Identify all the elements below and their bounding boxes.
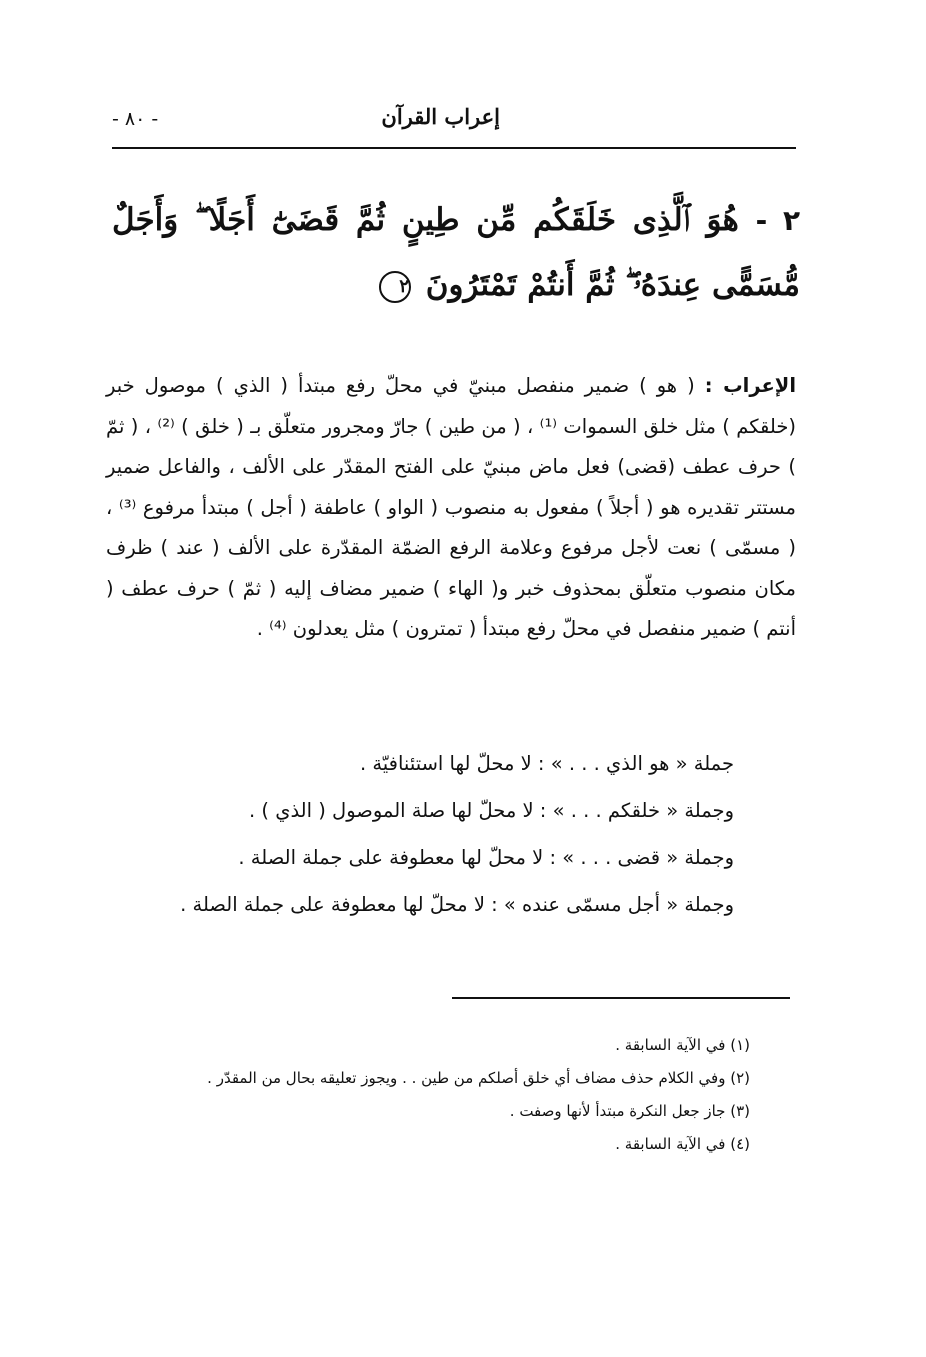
sentence-item: وجملة « أجل مسمّى عنده » : لا محلّ لها معطوفة على جملة الصلة . bbox=[180, 893, 734, 916]
sentence-item: وجملة « قضى . . . » : لا محلّ لها معطوفة على جملة الصلة . bbox=[238, 846, 734, 869]
footnote-item: (١) في الآية السابقة . bbox=[615, 1036, 750, 1054]
quran-verse bbox=[112, 188, 800, 317]
verse-number: ٢ - bbox=[755, 204, 801, 237]
analysis-label: الإعراب : bbox=[704, 374, 796, 397]
sentence-list bbox=[106, 740, 796, 928]
footnote-item: (٢) وفي الكلام حذف مضاف أي خلق أصلكم من طين . . ويجوز تعليقه بحال من المقدّر . bbox=[207, 1069, 750, 1087]
footnote-item: (٤) في الآية السابقة . bbox=[615, 1135, 750, 1153]
footnote-divider bbox=[452, 997, 790, 999]
book-title: إعراب القرآن bbox=[381, 104, 500, 129]
ayah-end-mark: ٢ bbox=[379, 271, 411, 303]
page-number: - ٨٠ - bbox=[112, 108, 159, 130]
header-divider bbox=[112, 147, 796, 149]
footnote-item: (٣) جاز جعل النكرة مبتدأ لأنها وصفت . bbox=[509, 1102, 750, 1120]
footnotes bbox=[106, 1033, 796, 1165]
verse-text: هُوَ ٱلَّذِى خَلَقَكُم مِّن طِينٍ ثُمَّ قَضَىٰٓ أَجَلًا ۖ وَأَجَلٌ مُّسَمًّى عِندَهُۥ ۖ ثُمَّ أَنتُمْ تَمْتَرُونَ bbox=[112, 202, 800, 303]
page-header bbox=[112, 100, 796, 140]
grammatical-analysis bbox=[106, 366, 796, 650]
sentence-item: جملة « هو الذي . . . » : لا محلّ لها استئنافيّة . bbox=[359, 752, 734, 775]
analysis-text: ( هو ) ضمير منفصل مبنيّ في محلّ رفع مبتدأ ( الذي ) موصول خبر (خلقكم ) مثل خلق السموات ⁽¹⁾ ، ( من طين ) جارّ ومجرور متعلّق بـ ( خلق ) ⁽²⁾ ، ( ثمّ ) حرف عطف (قضى) فعل ماض مبنيّ على الفتح المقدّر على الألف ، والفاعل ضمير مستتر تقديره هو ( أجلاً ) مفعول به منصوب ( الواو ) عاطفة ( أجل ) مبتدأ مرفوع ⁽³⁾ ، ( مسمّى ) نعت لأجل مرفوع وعلامة الرفع الضمّة المقدّرة على الألف ( عند ) ظرف مكان منصوب متعلّق بمحذوف خبر و( الهاء ) ضمير مضاف إليه ( ثمّ ) حرف عطف ( أنتم ) ضمير منفصل في محلّ رفع مبتدأ ( تمترون ) مثل يعدلون ⁽⁴⁾ . bbox=[106, 374, 796, 640]
sentence-item: وجملة « خلقكم . . . » : لا محلّ لها صلة الموصول ( الذي ) . bbox=[248, 799, 734, 822]
